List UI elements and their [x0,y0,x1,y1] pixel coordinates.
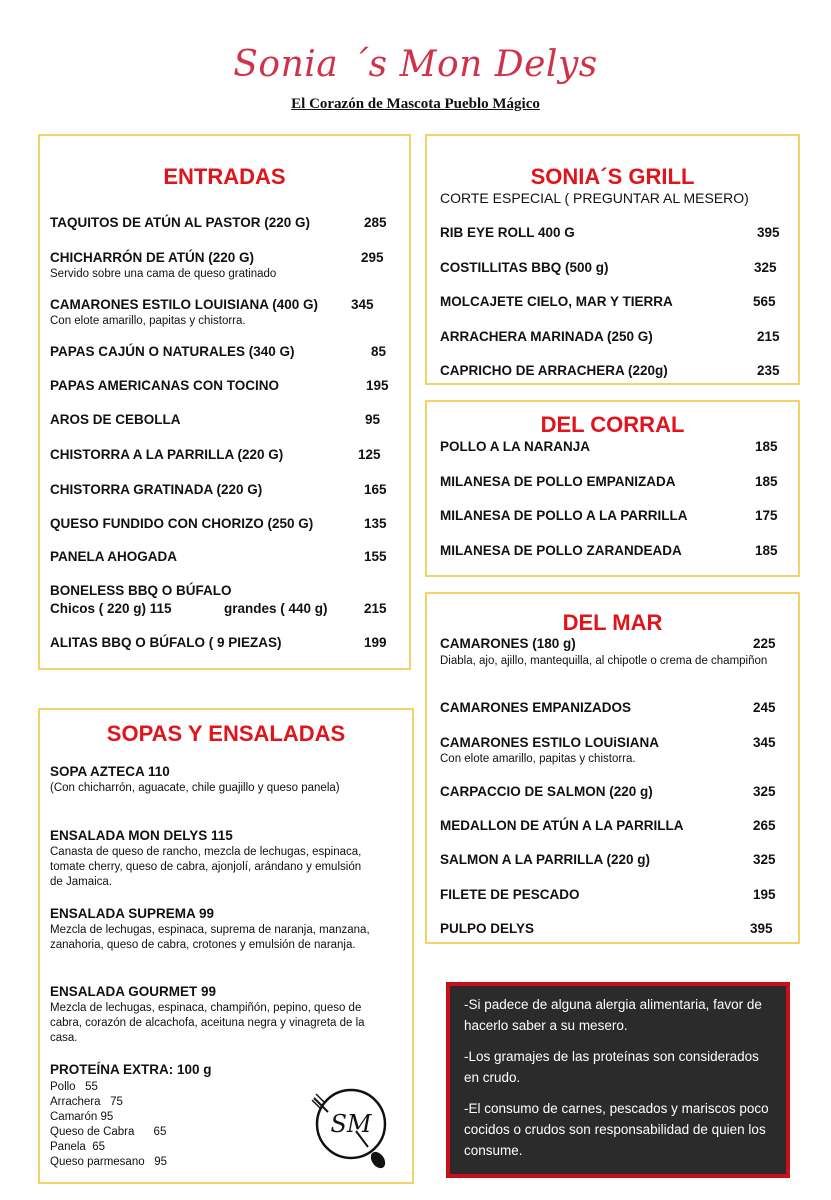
menu-item-name: QUESO FUNDIDO CON CHORIZO (250 G) [50,516,314,531]
menu-item-name: CAMARONES (180 g) [440,636,576,651]
menu-item-price: 215 [364,601,387,616]
menu-item-size-option: grandes ( 440 g) [224,601,328,616]
menu-item-price: 285 [364,215,387,230]
menu-item-price: 345 [753,735,776,750]
sm-logo [306,1076,396,1176]
menu-item-description: Mezcla de lechugas, espinaca, suprema de naranja, manzana, zanahoria, queso de cabra, crotones y emulsión de naranja. [50,924,370,951]
menu-item-price: 175 [755,508,778,523]
menu-item-name: MILANESA DE POLLO A LA PARRILLA [440,508,688,523]
restaurant-subtitle: El Corazón de Mascota Pueblo Mágico [291,96,540,112]
menu-item-name: ENSALADA MON DELYS 115 [50,828,233,843]
menu-item-price: 265 [753,818,776,833]
menu-item-price: 325 [753,784,776,799]
menu-item-name: ENSALADA GOURMET 99 [50,984,217,999]
menu-item-name: ALITAS BBQ O BÚFALO ( 9 PIEZAS) [50,635,282,650]
menu-item-description: Con elote amarillo, papitas y chistorra. [50,315,246,327]
menu-item-size-option: Chicos ( 220 g) 115 [50,601,172,616]
menu-item-name: MEDALLON DE ATÚN A LA PARRILLA [440,818,684,833]
menu-item-price: 185 [755,543,778,558]
menu-item-price: 85 [371,344,387,359]
menu-item-price: 395 [750,921,773,936]
menu-item-name: CHISTORRA GRATINADA (220 G) [50,482,263,497]
protein-item: Queso parmesano 95 [50,1156,167,1168]
menu-item-name: SOPA AZTECA 110 [50,764,170,779]
menu-item-name: PANELA AHOGADA [50,549,177,564]
menu-item-name: ENSALADA SUPREMA 99 [50,906,215,921]
corral-section [425,400,800,577]
mar-section [425,592,800,944]
protein-item: Queso de Cabra 65 [50,1126,167,1138]
menu-item-description: Canasta de queso de rancho, mezcla de lechugas, espinaca, tomate cherry, queso de cabra, ajonjolí, arándano y emulsión de Jamaica. [50,846,362,888]
notice-line: -El consumo de carnes, pescados y mariscos poco cocidos o crudos son responsabilidad de quien los consume. [464,1101,769,1158]
menu-item-price: 225 [753,636,776,651]
sopas-title: SOPAS Y ENSALADAS [106,721,346,746]
protein-item: Arrachera 75 [50,1096,123,1108]
notice-line: -Si padece de alguna alergia alimentaria, favor de hacerlo saber a su mesero. [464,997,762,1033]
menu-item-description: Con elote amarillo, papitas y chistorra. [440,753,636,765]
menu-item-description: Mezcla de lechugas, espinaca, champiñón, pepino, queso de cabra, corazón de alcachofa, aceituna negra y vinagreta de la casa. [50,1002,365,1044]
menu-item-name: POLLO A LA NARANJA [440,439,590,454]
entradas-title: ENTRADAS [163,164,286,189]
menu-item-price: 565 [753,294,776,309]
menu-item-name: ARRACHERA MARINADA (250 G) [440,329,653,344]
menu-item-name: CAMARONES ESTILO LOUiSIANA [440,735,660,750]
menu-item-price: 325 [754,260,777,275]
menu-item-price: 185 [755,439,778,454]
corral-title: DEL CORRAL [540,412,685,437]
menu-item-name: AROS DE CEBOLLA [50,412,181,427]
menu-item-price: 125 [358,447,381,462]
menu-item-name: CHICHARRÓN DE ATÚN (220 G) [50,250,255,265]
menu-item-price: 395 [757,225,780,240]
menu-item-name: RIB EYE ROLL 400 G [440,225,575,240]
menu-item-price: 325 [753,852,776,867]
menu-item-price: 195 [753,887,776,902]
menu-item-price: 199 [364,635,387,650]
menu-item-price: 215 [757,329,780,344]
mar-title: DEL MAR [562,610,663,635]
menu-item-price: 345 [351,297,374,312]
menu-item-name: CAPRICHO DE ARRACHERA (220g) [440,363,668,378]
menu-item-name: COSTILLITAS BBQ (500 g) [440,260,609,275]
entradas-section [38,134,411,670]
menu-item-name: MILANESA DE POLLO EMPANIZADA [440,474,676,489]
protein-item: Panela 65 [50,1141,105,1153]
menu-item-name: FILETE DE PESCADO [440,887,580,902]
menu-item-description: (Con chicharrón, aguacate, chile guajillo y queso panela) [50,782,340,794]
menu-item-description: Servido sobre una cama de queso gratinado [50,268,277,280]
menu-item-name: BONELESS BBQ O BÚFALO [50,583,232,598]
menu-item-name: TAQUITOS DE ATÚN AL PASTOR (220 G) [50,215,311,230]
protein-extra-title: PROTEÍNA EXTRA: 100 g [50,1062,212,1077]
menu-item-name: PAPAS CAJÚN O NATURALES (340 G) [50,344,295,359]
menu-item-name: PAPAS AMERICANAS CON TOCINO [50,378,280,393]
menu-item-name: CARPACCIO DE SALMON (220 g) [440,784,653,799]
allergy-notice [446,982,790,1178]
protein-item: Pollo 55 [50,1081,98,1093]
menu-item-name: MILANESA DE POLLO ZARANDEADA [440,543,682,558]
menu-item-name: MOLCAJETE CIELO, MAR Y TIERRA [440,294,673,309]
menu-item-price: 95 [365,412,381,427]
menu-item-price: 235 [757,363,780,378]
restaurant-title: Sonia ´s Mon Delys [233,44,598,85]
menu-item-price: 155 [364,549,387,564]
menu-item-description: Diabla, ajo, ajillo, mantequilla, al chipotle o crema de champiñon [440,655,768,667]
menu-item-name: CAMARONES ESTILO LOUISIANA (400 G) [50,297,319,312]
menu-item-name: CAMARONES EMPANIZADOS [440,700,632,715]
grill-special-note: CORTE ESPECIAL ( PREGUNTAR AL MESERO) [440,190,749,206]
menu-item-price: 185 [755,474,778,489]
grill-section [425,134,800,385]
menu-item-price: 295 [361,250,384,265]
logo-initials: SM [330,1110,372,1138]
menu-item-name: CHISTORRA A LA PARRILLA (220 G) [50,447,284,462]
menu-item-price: 245 [753,700,776,715]
menu-item-price: 165 [364,482,387,497]
menu-item-name: SALMON A LA PARRILLA (220 g) [440,852,650,867]
grill-title: SONIA´S GRILL [530,164,695,189]
menu-item-price: 135 [364,516,387,531]
menu-item-price: 195 [366,378,389,393]
notice-line: -Los gramajes de las proteínas son considerados en crudo. [464,1049,759,1085]
protein-item: Camarón 95 [50,1111,114,1123]
menu-item-name: PULPO DELYS [440,921,535,936]
